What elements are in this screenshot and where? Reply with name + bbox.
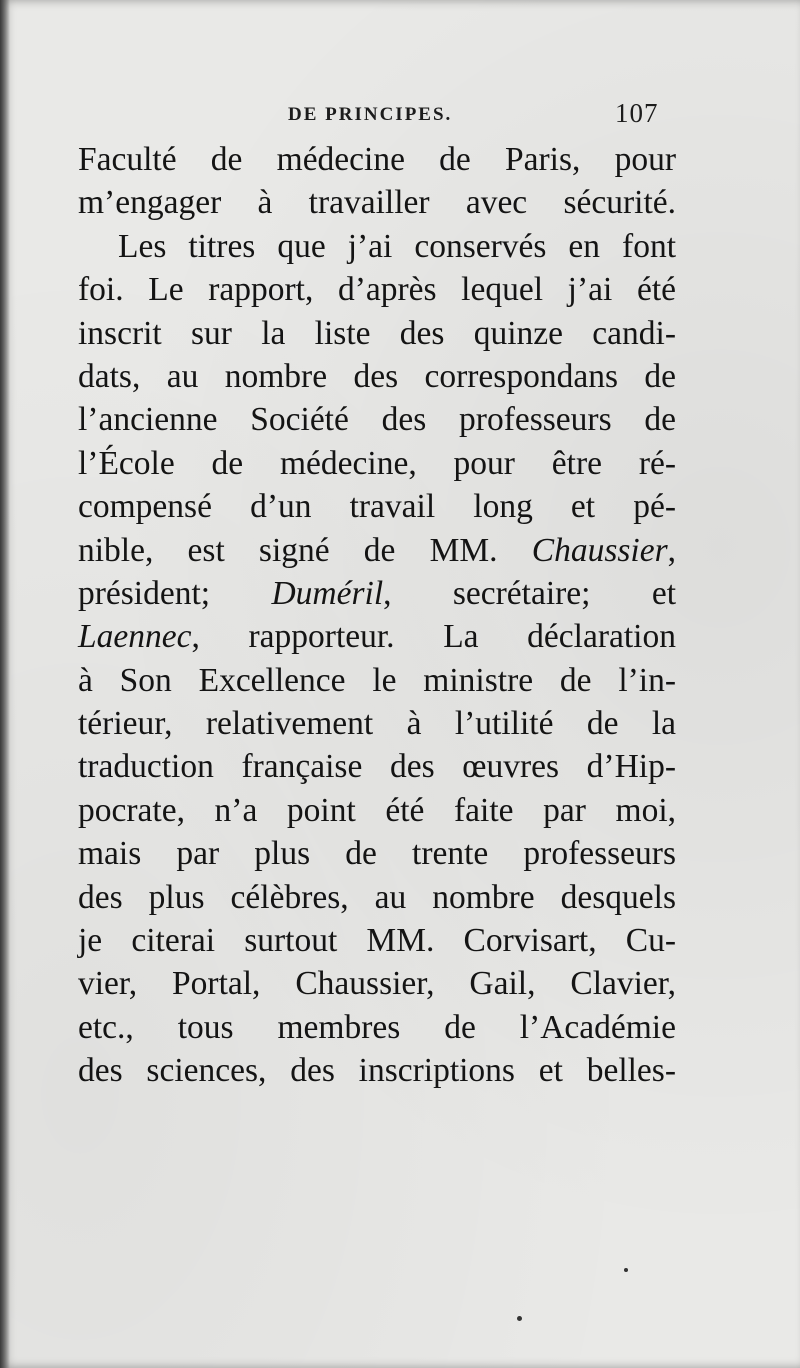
text-segment: traduction française des œuvres d’Hip- [78, 748, 676, 786]
text-line [78, 572, 676, 615]
text-segment: mais par plus de trente professeurs [78, 835, 676, 873]
ink-speck [624, 1268, 628, 1272]
text-segment: térieur, relativement à l’utilité de la [78, 705, 676, 743]
text-segment: pocrate, n’a point été faite par moi, [78, 791, 676, 829]
text-line [78, 876, 676, 919]
text-line [78, 529, 676, 572]
text-line [78, 789, 676, 832]
italic-name: Chaussier [531, 531, 668, 569]
page-gutter-shadow [0, 0, 10, 1368]
text-line [78, 962, 676, 1005]
ink-speck [517, 1316, 522, 1321]
text-line [78, 312, 676, 355]
italic-name: Duméril [271, 574, 384, 612]
text-segment: foi. Le rapport, d’après lequel j’ai été [78, 271, 676, 309]
text-segment: m’engager à travailler avec sécurité. [78, 184, 676, 222]
text-line [78, 1006, 676, 1049]
text-segment: des plus célèbres, au nombre desquels [78, 878, 676, 916]
text-segment: vier, Portal, Chaussier, Gail, Clavier, [78, 965, 676, 1003]
text-segment: des sciences, des inscriptions et belles- [78, 1052, 676, 1090]
text-line [78, 1049, 676, 1092]
text-segment: dats, au nombre des correspondans de [78, 357, 676, 395]
text-line [78, 181, 676, 224]
text-segment: nible, est signé de MM. [78, 531, 532, 569]
text-line [78, 745, 676, 788]
text-line [78, 225, 676, 268]
text-segment: l’École de médecine, pour être ré- [78, 444, 676, 482]
text-line [78, 832, 676, 875]
page-number: 107 [615, 98, 659, 128]
text-line [78, 442, 676, 485]
text-line [78, 355, 676, 398]
text-line [78, 138, 676, 181]
running-head-title: DE PRINCIPES. [288, 104, 453, 125]
text-segment: je citerai surtout MM. Corvisart, Cu- [78, 922, 676, 960]
text-line [78, 919, 676, 962]
text-line [78, 702, 676, 745]
text-segment: , rapporteur. La déclaration [191, 618, 676, 656]
text-segment: Les titres que j’ai conservés en font [118, 227, 676, 265]
text-segment: à Son Excellence le ministre de l’in- [78, 661, 676, 699]
text-line [78, 615, 676, 658]
body-text [78, 138, 676, 1093]
text-segment: l’ancienne Société des professeurs de [78, 401, 676, 439]
text-segment: compensé d’un travail long et pé- [78, 488, 676, 526]
text-segment: , secrétaire; et [383, 574, 676, 612]
running-head [78, 98, 678, 132]
text-segment: etc., tous membres de l’Académie [78, 1008, 676, 1046]
text-segment: Faculté de médecine de Paris, pour [78, 141, 676, 178]
text-segment: inscrit sur la liste des quinze candi- [78, 314, 676, 352]
text-segment: , [667, 531, 676, 569]
text-line [78, 268, 676, 311]
italic-name: Laennec [78, 618, 192, 656]
text-line [78, 485, 676, 528]
text-line [78, 398, 676, 441]
text-line [78, 659, 676, 702]
text-segment: président; [78, 574, 272, 612]
